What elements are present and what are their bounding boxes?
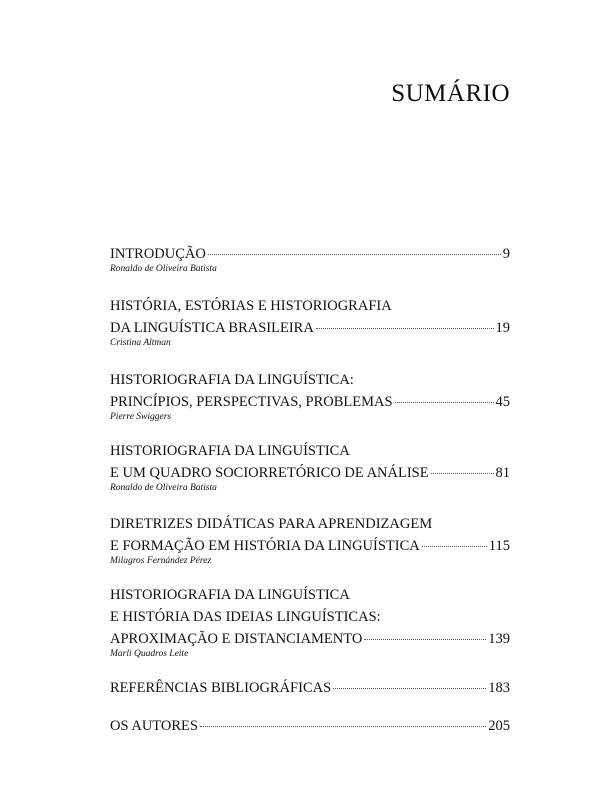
toc-author: Milagros Fernández Pérez bbox=[110, 556, 212, 566]
toc-title-text: E HISTÓRIA DAS IDEIAS LINGUÍSTICAS: bbox=[110, 609, 381, 625]
toc-title-line bbox=[110, 628, 510, 650]
toc-page-number: 45 bbox=[495, 394, 510, 410]
dot-leader bbox=[333, 688, 486, 689]
toc-author: Marli Quadros Leite bbox=[110, 649, 189, 659]
toc-page-number: 205 bbox=[488, 718, 510, 734]
toc-title-line bbox=[110, 243, 510, 265]
toc-title-line bbox=[110, 295, 510, 317]
toc-title-text: PRINCÍPIOS, PERSPECTIVAS, PROBLEMAS bbox=[110, 394, 393, 410]
toc-title-text: REFERÊNCIAS BIBLIOGRÁFICAS bbox=[110, 680, 332, 696]
toc-title-text: DIRETRIZES DIDÁTICAS PARA APRENDIZAGEM bbox=[110, 516, 433, 532]
toc-title-line bbox=[110, 677, 510, 699]
toc-title-text: E FORMAÇÃO EM HISTÓRIA DA LINGUÍSTICA bbox=[110, 538, 420, 554]
toc-page-number: 139 bbox=[488, 631, 510, 647]
toc-title-text: HISTORIOGRAFIA DA LINGUÍSTICA bbox=[110, 443, 350, 459]
toc-title-line bbox=[110, 391, 510, 413]
page-title: SUMÁRIO bbox=[391, 80, 510, 107]
toc-title-text: OS AUTORES bbox=[110, 718, 198, 734]
toc-title-text: HISTORIOGRAFIA DA LINGUÍSTICA bbox=[110, 587, 350, 603]
toc-title-line bbox=[110, 584, 510, 606]
toc-entry-diretrizes bbox=[110, 513, 510, 568]
toc-title-line bbox=[110, 535, 510, 557]
toc-title-line bbox=[110, 440, 510, 462]
toc-title-line bbox=[110, 513, 510, 535]
dot-leader bbox=[431, 473, 494, 474]
toc-title-text: E UM QUADRO SOCIORRETÓRICO DE ANÁLISE bbox=[110, 465, 429, 481]
toc-page-number: 81 bbox=[495, 465, 510, 481]
dot-leader bbox=[422, 546, 487, 547]
toc-title-text: INTRODUÇÃO bbox=[110, 246, 206, 262]
toc-title-text: DA LINGUÍSTICA BRASILEIRA bbox=[110, 320, 314, 336]
toc-entry-referencias bbox=[110, 677, 510, 699]
dot-leader bbox=[208, 254, 501, 255]
toc-title-text: HISTORIOGRAFIA DA LINGUÍSTICA: bbox=[110, 372, 354, 388]
toc-entry-quadro-sociorretorico bbox=[110, 440, 510, 495]
toc-title-text: HISTÓRIA, ESTÓRIAS E HISTORIOGRAFIA bbox=[110, 298, 392, 314]
toc-entry-introducao bbox=[110, 243, 510, 276]
toc-entry-ideias-linguisticas bbox=[110, 584, 510, 661]
toc-author: Ronaldo de Oliveira Batista bbox=[110, 483, 217, 493]
toc-title-line bbox=[110, 462, 510, 484]
dot-leader bbox=[316, 328, 494, 329]
dot-leader bbox=[395, 402, 494, 403]
toc-author: Ronaldo de Oliveira Batista bbox=[110, 264, 217, 274]
toc-entry-autores bbox=[110, 715, 510, 737]
toc-title-text: APROXIMAÇÃO E DISTANCIAMENTO bbox=[110, 631, 363, 647]
toc-page-number: 183 bbox=[488, 680, 510, 696]
toc-page-number: 9 bbox=[502, 246, 510, 262]
toc-page-number: 115 bbox=[488, 538, 510, 554]
toc-entry-historia-estorias bbox=[110, 295, 510, 350]
toc-author: Cristina Altman bbox=[110, 338, 171, 348]
toc-title-line bbox=[110, 317, 510, 339]
toc-title-line bbox=[110, 369, 510, 391]
toc-author: Pierre Swiggers bbox=[110, 412, 172, 422]
toc-entry-principios bbox=[110, 369, 510, 424]
toc-page-number: 19 bbox=[495, 320, 510, 336]
toc-title-line bbox=[110, 715, 510, 737]
dot-leader bbox=[364, 639, 486, 640]
toc-title-line bbox=[110, 606, 510, 628]
dot-leader bbox=[200, 726, 486, 727]
